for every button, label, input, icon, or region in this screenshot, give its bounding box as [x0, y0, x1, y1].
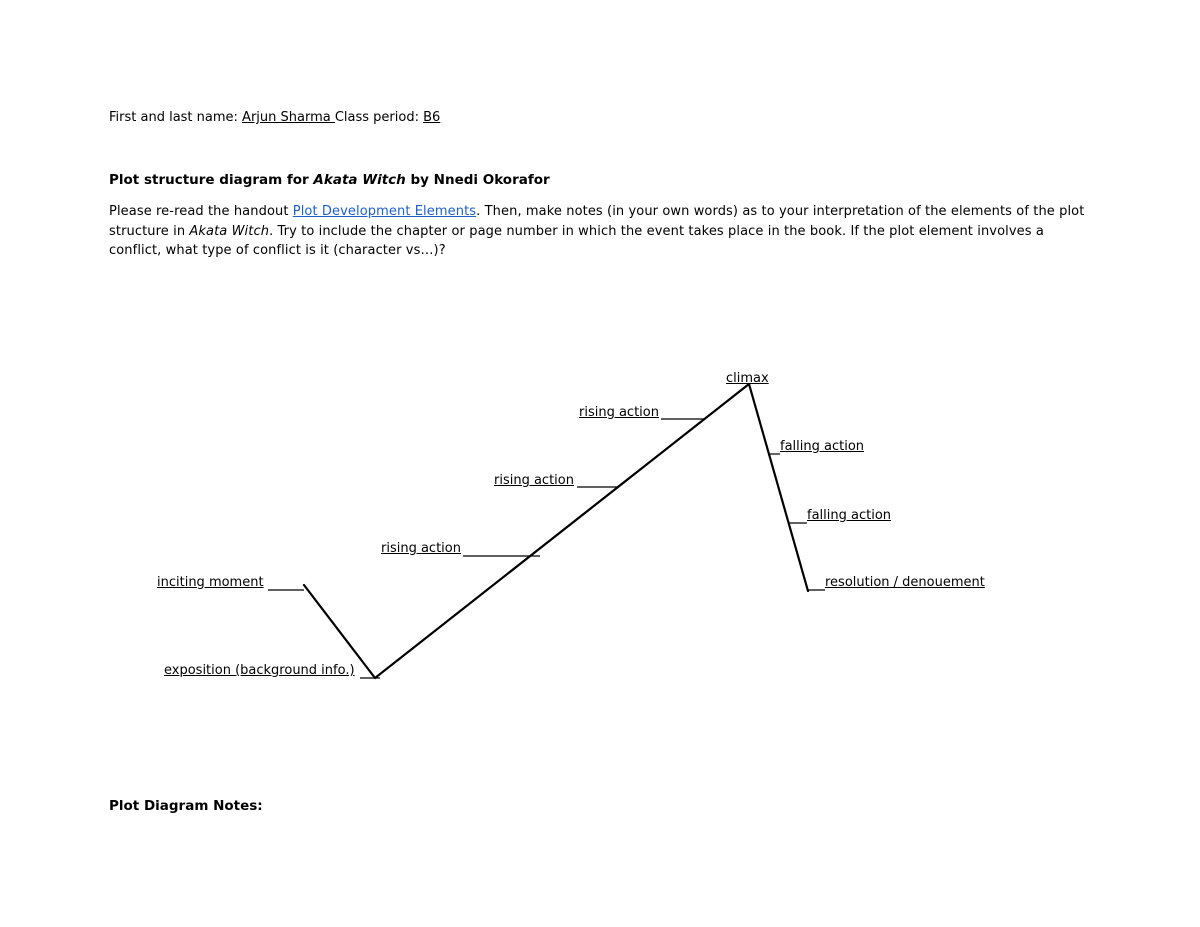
student-info-line	[109, 110, 440, 125]
climax-label: climax	[726, 371, 769, 386]
instructions-text-1: Please re-read the handout	[109, 204, 293, 219]
exposition-label: exposition (background info.)	[164, 663, 355, 678]
student-name-value: Arjun Sharma	[242, 110, 335, 125]
instructions-paragraph	[109, 202, 1099, 261]
rising-action-2-label: rising action	[494, 473, 574, 488]
rising-action-line	[375, 384, 749, 678]
instructions-book-title: Akata Witch	[189, 223, 270, 239]
heading-prefix: Plot structure diagram for	[109, 172, 314, 188]
falling-action-1-label: falling action	[780, 439, 865, 454]
plot-diagram-notes-heading: Plot Diagram Notes:	[109, 798, 263, 814]
name-label: First and last name:	[109, 110, 243, 125]
resolution-label: resolution / denouement	[825, 575, 985, 590]
worksheet-heading	[109, 172, 550, 188]
class-period-label: Class period:	[334, 110, 424, 125]
heading-suffix: by Nnedi Okorafor	[405, 172, 550, 188]
heading-book-title: Akata Witch	[313, 172, 406, 188]
rising-action-3-label: rising action	[579, 405, 659, 420]
plot-development-elements-link[interactable]: Plot Development Elements	[292, 204, 477, 219]
rising-action-1-label: rising action	[381, 541, 461, 556]
instructions-text-3: . Try to include the chapter or page number in which the event takes place in the book. If the plot element involves a conflict, what type of conflict is it (character vs…)?	[109, 223, 1044, 258]
inciting-moment-label: inciting moment	[157, 575, 264, 590]
instructions-text-2: . Then, make notes (in your own words) as to your interpretation of the elements of the plot structure in	[109, 204, 1085, 239]
class-period-value: B6	[423, 110, 441, 125]
falling-action-line	[749, 384, 808, 591]
falling-action-2-label: falling action	[807, 508, 892, 523]
